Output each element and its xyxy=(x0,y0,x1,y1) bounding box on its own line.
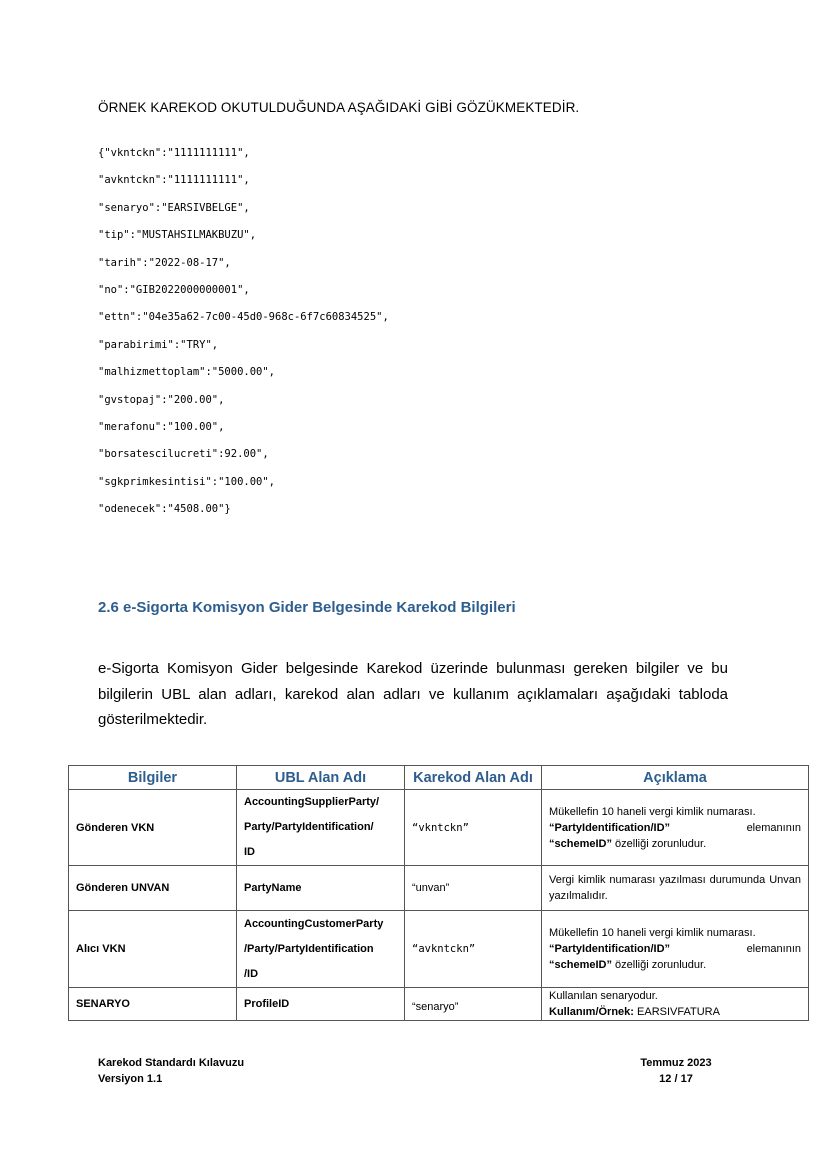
desc-line: Mükellefin 10 haneli vergi kimlik numarası. xyxy=(549,927,756,939)
ubl-line: ID xyxy=(244,846,255,858)
footer-page-number: 12 / 17 xyxy=(659,1073,693,1085)
desc-bold: Kullanım/Örnek: xyxy=(549,1006,634,1018)
cell-key xyxy=(405,911,542,988)
cell-info: SENARYO xyxy=(69,988,237,1021)
table-header-row xyxy=(69,766,809,790)
desc-bold: “schemeID” xyxy=(549,837,612,850)
cell-info: Gönderen VKN xyxy=(69,790,237,866)
cell-key: “senaryo” xyxy=(405,988,542,1021)
ubl-line: /Party/PartyIdentification xyxy=(244,942,374,955)
desc-rest: EARSIVFATURA xyxy=(633,1006,720,1018)
code-line: "borsatescilucreti":92.00", xyxy=(98,448,269,461)
code-line: "merafonu":"100.00", xyxy=(98,420,225,433)
desc-line xyxy=(549,820,801,836)
desc-line xyxy=(549,836,801,852)
desc-rest: özelliği zorunludur. xyxy=(611,959,707,971)
code-line: "odenecek":"4508.00"} xyxy=(98,503,231,516)
ubl-line: AccountingCustomerParty xyxy=(244,917,384,930)
ubl-line: ProfileID xyxy=(244,997,290,1010)
footer-left xyxy=(98,1055,244,1087)
desc-rest: elemanının xyxy=(746,943,801,955)
desc-line: Kullanılan senaryodur. xyxy=(549,990,658,1002)
cell-key: “unvan” xyxy=(405,866,542,911)
cell-ubl xyxy=(237,866,405,911)
section-paragraph: e-Sigorta Komisyon Gider belgesinde Karekod üzerinde bulunması gereken bilgiler ve bu bilgilerin UBL alan adları, karekod alan adları ve kullanım açıklamaları aşağıdaki tabloda gösterilmektedir. xyxy=(98,660,728,728)
cell-key xyxy=(405,790,542,866)
footer-version: Versiyon 1.1 xyxy=(98,1073,163,1085)
code-line: {"vkntckn":"1111111111", xyxy=(98,147,250,159)
code-line: "ettn":"04e35a62-7c00-45d0-968c-6f7c60834525", xyxy=(98,311,389,324)
karekod-key: “avkntckn” xyxy=(412,943,476,955)
code-line: "tip":"MUSTAHSILMAKBUZU", xyxy=(98,229,257,242)
ubl-line: Party/PartyIdentification/ xyxy=(244,821,374,833)
table-row xyxy=(69,988,809,1021)
table-row xyxy=(69,866,809,911)
ubl-line: /ID xyxy=(244,967,259,980)
code-line: "avkntckn":"1111111111", xyxy=(98,174,250,187)
table-row xyxy=(69,790,809,866)
desc-bold: “schemeID” xyxy=(549,959,612,971)
karekod-key: “vkntckn” xyxy=(412,821,469,834)
desc-line xyxy=(549,941,801,957)
header-bilgiler: Bilgiler xyxy=(69,766,237,790)
code-line: "sgkprimkesintisi":"100.00", xyxy=(98,475,276,488)
code-line: "parabirimi":"TRY", xyxy=(98,338,219,351)
table-row xyxy=(69,911,809,988)
desc-bold: “PartyIdentification/ID” xyxy=(549,943,671,955)
code-line: "malhizmettoplam":"5000.00", xyxy=(98,366,276,379)
section-title: 2.6 e-Sigorta Komisyon Gider Belgesinde Karekod Bilgileri xyxy=(98,599,516,616)
footer-date: Temmuz 2023 xyxy=(640,1057,712,1069)
karekod-fields-table xyxy=(68,765,809,1021)
code-line: "senaryo":"EARSIVBELGE", xyxy=(98,201,250,214)
intro-heading: ÖRNEK KAREKOD OKUTULDUĞUNDA AŞAĞIDAKİ GİBİ GÖZÜKMEKTEDİR. xyxy=(98,100,580,115)
footer-right xyxy=(620,1055,732,1087)
desc-line xyxy=(549,1004,801,1020)
desc-rest: özelliği zorunludur. xyxy=(611,837,707,850)
qr-sample-output xyxy=(98,146,389,529)
cell-ubl xyxy=(237,911,405,988)
desc-line xyxy=(549,957,801,973)
code-line: "gvstopaj":"200.00", xyxy=(98,393,225,406)
desc-bold: “PartyIdentification/ID” xyxy=(549,821,671,834)
ubl-line: AccountingSupplierParty/ xyxy=(244,796,380,808)
header-ubl-alan-adi: UBL Alan Adı xyxy=(237,766,405,790)
cell-ubl xyxy=(237,988,405,1021)
cell-info: Alıcı VKN xyxy=(69,911,237,988)
ubl-line: PartyName xyxy=(244,881,302,894)
code-line: "no":"GIB2022000000001", xyxy=(98,283,250,296)
cell-desc xyxy=(542,911,809,988)
cell-ubl xyxy=(237,790,405,866)
header-aciklama: Açıklama xyxy=(542,766,809,790)
footer-doc-title: Karekod Standardı Kılavuzu xyxy=(98,1057,245,1069)
header-karekod-alan-adi: Karekod Alan Adı xyxy=(405,766,542,790)
cell-desc xyxy=(542,988,809,1021)
code-line: "tarih":"2022-08-17", xyxy=(98,256,231,269)
cell-info: Gönderen UNVAN xyxy=(69,866,237,911)
desc-line: Mükellefin 10 haneli vergi kimlik numarası. xyxy=(549,805,756,818)
cell-desc xyxy=(542,790,809,866)
cell-desc: Vergi kimlik numarası yazılması durumunda Unvan yazılmalıdır. xyxy=(542,866,809,911)
desc-rest: elemanının xyxy=(746,821,801,834)
